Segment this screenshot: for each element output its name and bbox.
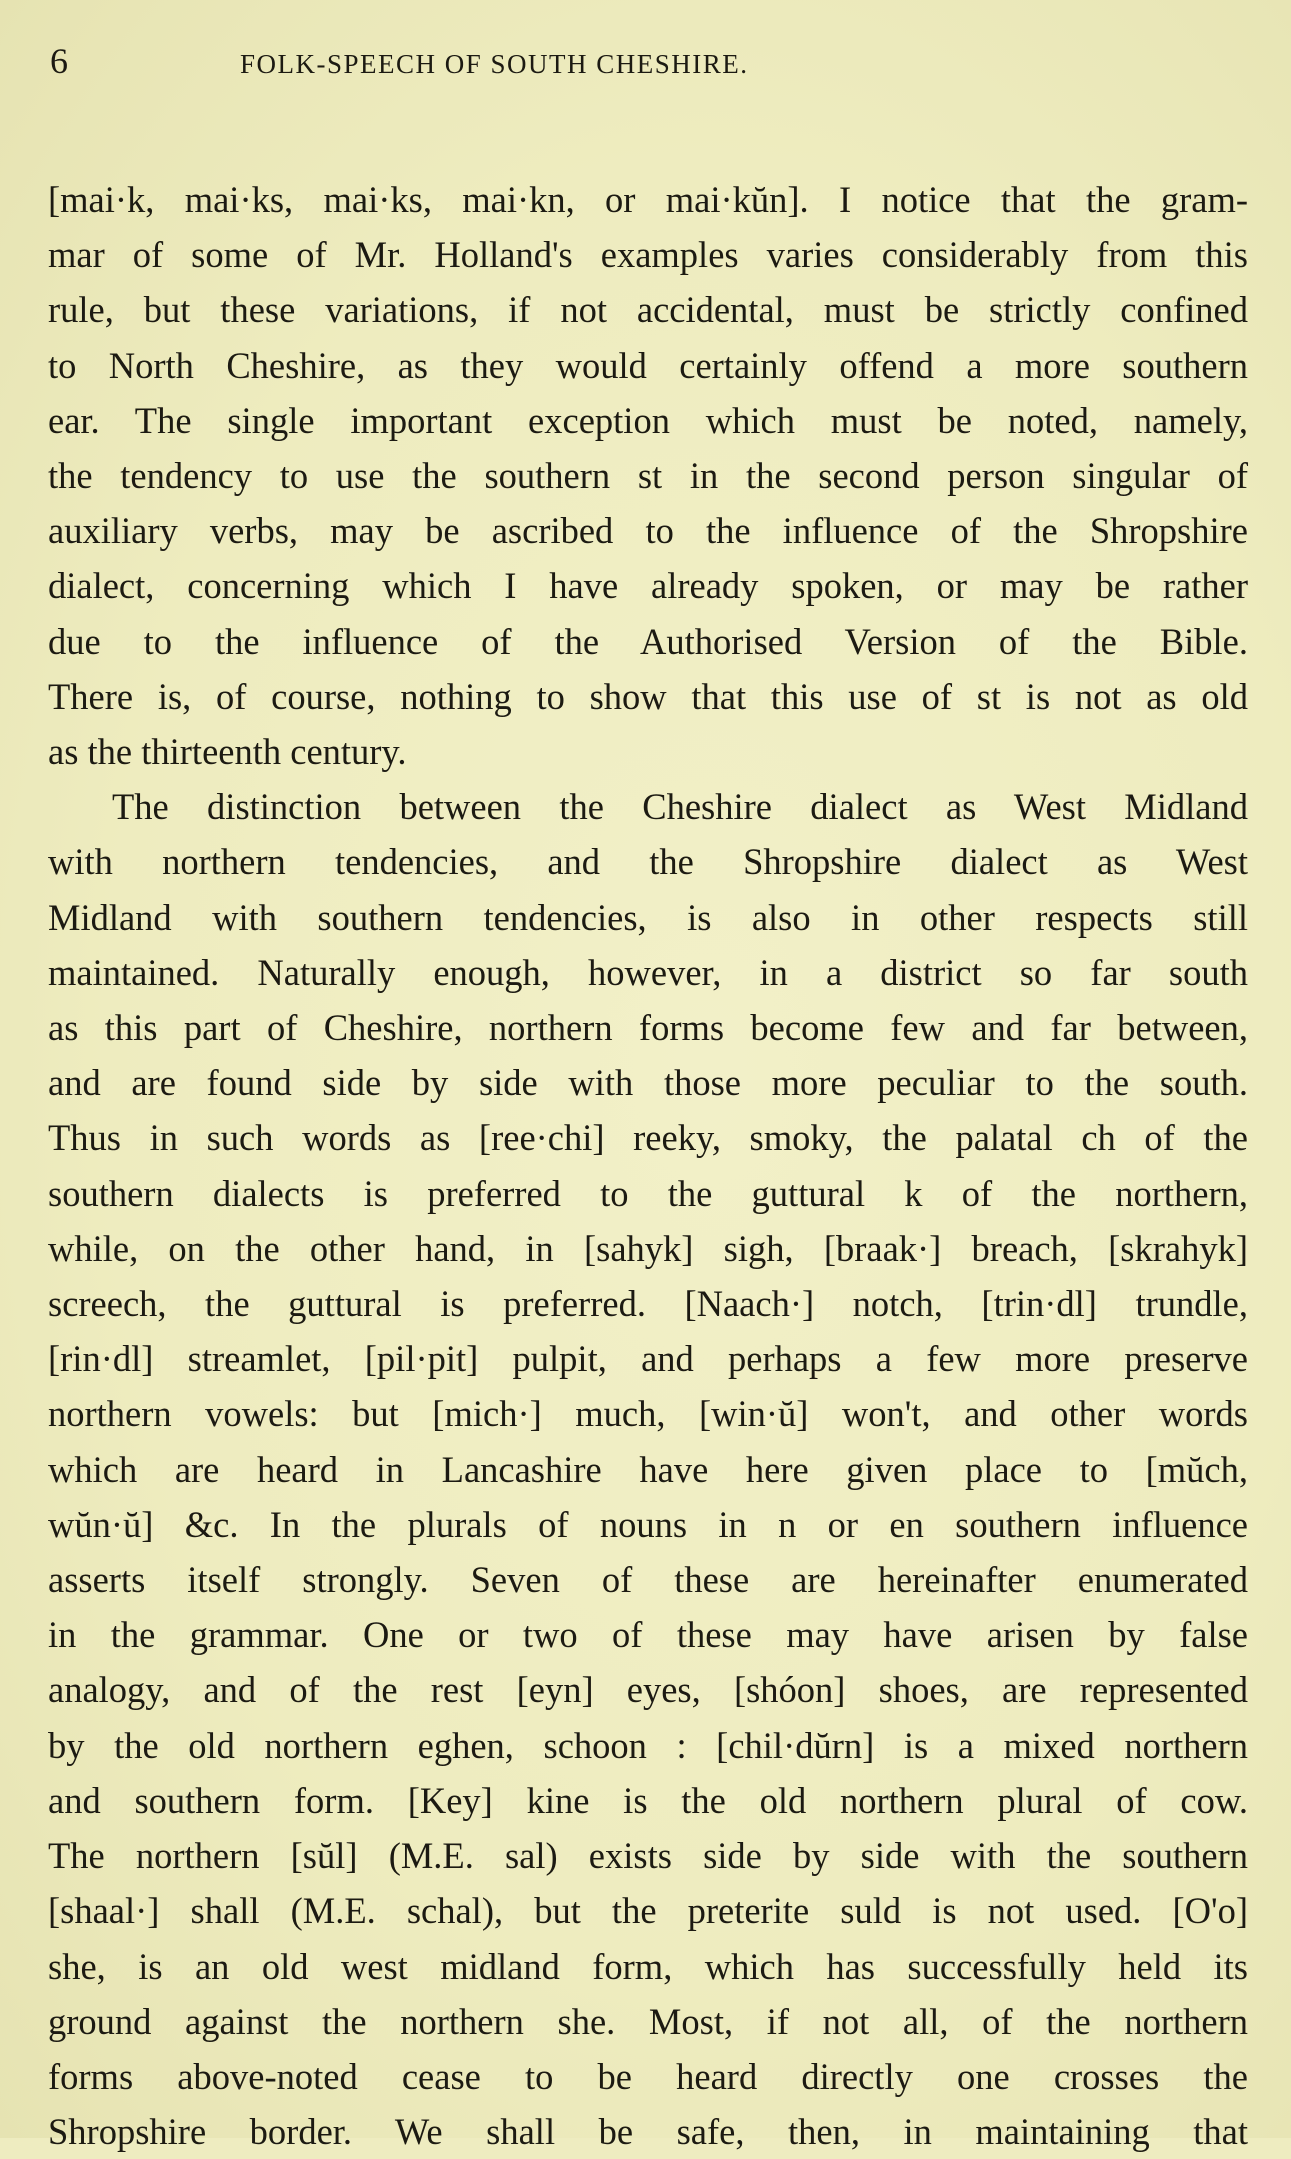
text-line: to North Cheshire, as they would certainly offend a more southern bbox=[48, 344, 1248, 386]
text-line: maintained. Naturally enough, however, in a district so far south bbox=[48, 951, 1248, 993]
running-title: FOLK-SPEECH OF SOUTH CHESHIRE. bbox=[240, 49, 749, 79]
text-line: Shropshire border. We shall be safe, then, in maintaining that bbox=[48, 2111, 1248, 2153]
running-head bbox=[48, 40, 1251, 100]
text-line: The northern [sŭl] (M.E. sal) exists side by side with the southern bbox=[48, 1835, 1248, 1877]
body-text bbox=[48, 172, 1248, 2159]
text-line: analogy, and of the rest [eyn] eyes, [shóon] shoes, are represented bbox=[48, 1669, 1248, 1711]
text-line: [rin·dl] streamlet, [pil·pit] pulpit, and perhaps a few more preserve bbox=[48, 1338, 1248, 1380]
text-line: with northern tendencies, and the Shropshire dialect as West bbox=[48, 841, 1248, 883]
text-line: [mai·k, mai·ks, mai·ks, mai·kn, or mai·kŭn]. I notice that the gram- bbox=[48, 179, 1248, 220]
text-line: by the old northern eghen, schoon : [chil·dŭrn] is a mixed northern bbox=[48, 1724, 1248, 1766]
paragraph bbox=[48, 172, 1248, 779]
text-line: screech, the guttural is preferred. [Naach·] notch, [trin·dl] trundle, bbox=[48, 1283, 1248, 1325]
text-line: in the grammar. One or two of these may have arisen by false bbox=[48, 1614, 1248, 1656]
text-line: Midland with southern tendencies, is also in other respects still bbox=[48, 896, 1248, 938]
text-line: Thus in such words as [ree·chi] reeky, smoky, the palatal ch of the bbox=[48, 1117, 1248, 1159]
text-line: the tendency to use the southern st in the second person singular of bbox=[48, 455, 1248, 497]
text-line: asserts itself strongly. Seven of these are hereinafter enumerated bbox=[48, 1559, 1248, 1601]
text-line: which are heard in Lancashire have here given place to [mŭch, bbox=[48, 1448, 1248, 1490]
text-line: The distinction between the Cheshire dialect as West Midland bbox=[112, 786, 1248, 828]
text-line: she, is an old west midland form, which has successfully held its bbox=[48, 1945, 1248, 1987]
text-line: northern vowels: but [mich·] much, [win·ŭ] won't, and other words bbox=[48, 1393, 1248, 1435]
text-line: and southern form. [Key] kine is the old northern plural of cow. bbox=[48, 1779, 1248, 1821]
text-line: ground against the northern she. Most, if not all, of the northern bbox=[48, 2000, 1248, 2042]
text-line: due to the influence of the Authorised Version of the Bible. bbox=[48, 620, 1248, 662]
text-line: forms above-noted cease to be heard directly one crosses the bbox=[48, 2055, 1248, 2097]
text-line: There is, of course, nothing to show that this use of st is not as old bbox=[48, 675, 1248, 717]
text-line: rule, but these variations, if not accidental, must be strictly confined bbox=[48, 289, 1248, 331]
page-number: 6 bbox=[50, 41, 68, 81]
text-line: auxiliary verbs, may be ascribed to the influence of the Shropshire bbox=[48, 510, 1248, 552]
text-line: and are found side by side with those more peculiar to the south. bbox=[48, 1062, 1248, 1104]
paragraph bbox=[48, 779, 1248, 2159]
text-line: mar of some of Mr. Holland's examples varies considerably from this bbox=[48, 234, 1248, 276]
text-line: dialect, concerning which I have already spoken, or may be rather bbox=[48, 565, 1248, 607]
text-line: wŭn·ŭ] &c. In the plurals of nouns in n or en southern influence bbox=[48, 1503, 1248, 1545]
text-line: southern dialects is preferred to the guttural k of the northern, bbox=[48, 1172, 1248, 1214]
text-line: as the thirteenth century. bbox=[48, 731, 407, 773]
text-line: as this part of Cheshire, northern forms become few and far between, bbox=[48, 1007, 1248, 1049]
text-line: [shaal·] shall (M.E. schal), but the preterite suld is not used. [O'o] bbox=[48, 1890, 1248, 1932]
text-line: ear. The single important exception which must be noted, namely, bbox=[48, 399, 1248, 441]
text-line: while, on the other hand, in [sahyk] sigh, [braak·] breach, [skrahyk] bbox=[48, 1227, 1248, 1269]
